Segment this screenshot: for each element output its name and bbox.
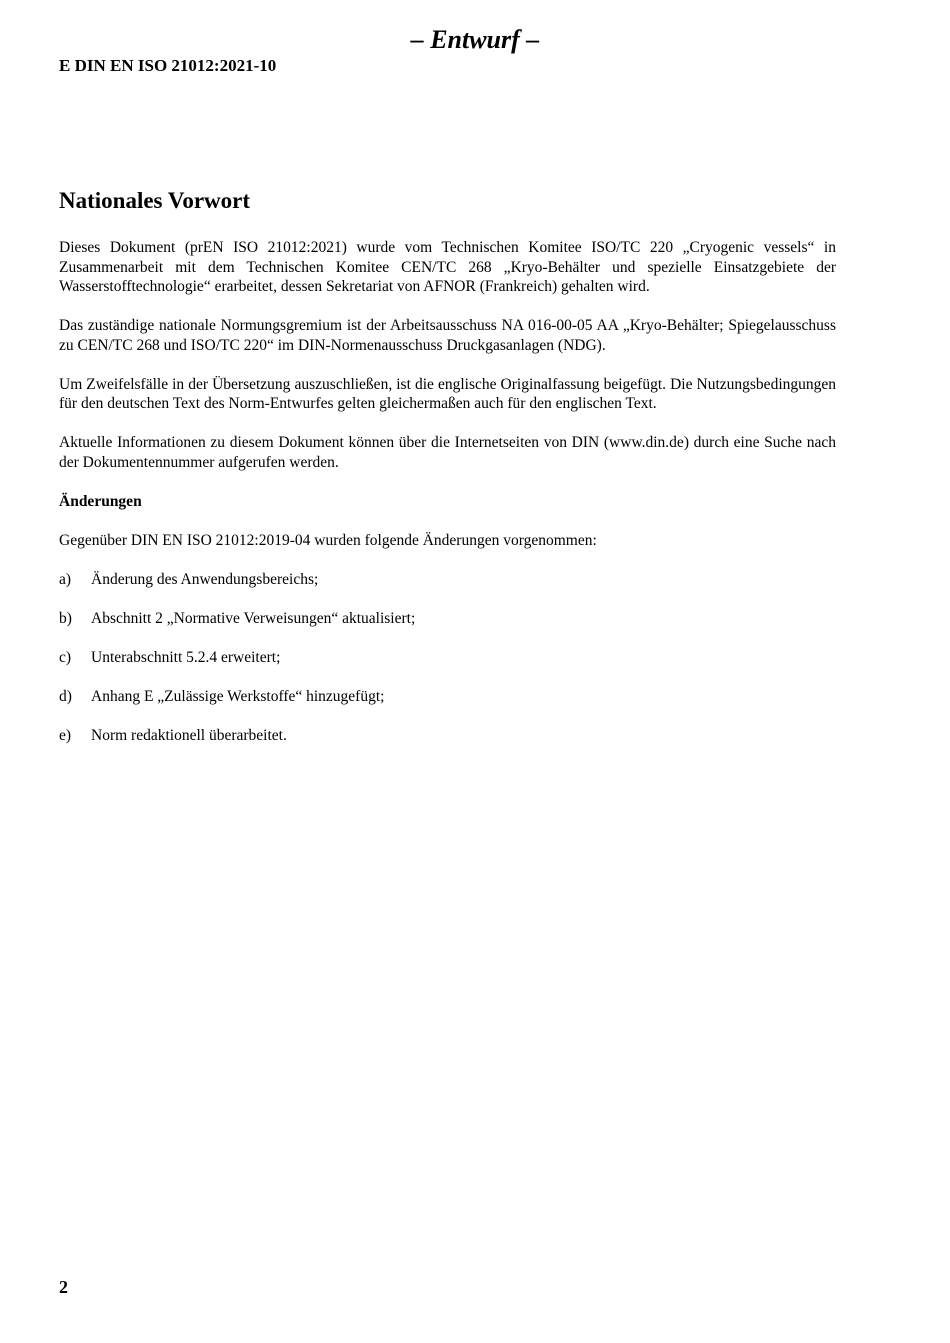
main-content <box>59 186 836 765</box>
paragraph-national-body: Das zuständige nationale Normungsgremium ist der Arbeitsausschuss NA 016-00-05 AA „Kryo-Behälter; Spiegelausschuss zu CEN/TC 268 und ISO/TC 220“ im DIN-Normenausschuss Druckgasanlagen (NDG). <box>59 317 836 354</box>
list-item-text: Änderung des Anwendungsbereichs; <box>91 570 319 588</box>
list-marker: d) <box>59 687 72 705</box>
section-title: Nationales Vorwort <box>59 188 251 213</box>
list-item <box>59 687 836 707</box>
list-item-text: Anhang E „Zulässige Werkstoffe“ hinzugefügt; <box>91 687 385 705</box>
list-marker: a) <box>59 570 72 588</box>
draft-watermark-title: – Entwurf – <box>410 25 540 54</box>
list-item <box>59 648 836 668</box>
changes-list <box>59 570 836 746</box>
list-item-text: Norm redaktionell überarbeitet. <box>91 726 287 744</box>
paragraph-committee: Dieses Dokument (prEN ISO 21012:2021) wurde vom Technischen Komitee ISO/TC 220 „Cryogenic vessels“ in Zusammenarbeit mit dem Technischen Komitee CEN/TC 268 „Kryo-Behälter und spezielle Einsatzgebiete der Wasserstofftechnologie“ erarbeitet, dessen Sekretariat von AFNOR (Frankreich) gehalten wird. <box>59 239 836 295</box>
list-marker: c) <box>59 648 72 666</box>
page-number: 2 <box>59 1277 68 1297</box>
changes-heading: Änderungen <box>59 492 142 510</box>
list-item-text: Abschnitt 2 „Normative Verweisungen“ aktualisiert; <box>91 609 416 627</box>
list-item <box>59 609 836 629</box>
list-marker: e) <box>59 726 72 744</box>
list-item <box>59 726 836 746</box>
list-item <box>59 570 836 590</box>
document-identifier: E DIN EN ISO 21012:2021-10 <box>59 56 277 75</box>
paragraph-translation: Um Zweifelsfälle in der Übersetzung auszuschließen, ist die englische Originalfassung beigefügt. Die Nutzungsbedingungen für den deutschen Text des Norm-Entwurfes gelten gleichermaßen auch für den englischen Text. <box>59 375 836 412</box>
paragraph-information: Aktuelle Informationen zu diesem Dokument können über die Internetseiten von DIN (www.din.de) durch eine Suche nach der Dokumentennummer aufgerufen werden. <box>59 434 836 471</box>
changes-intro: Gegenüber DIN EN ISO 21012:2019-04 wurden folgende Änderungen vorgenommen: <box>59 531 597 549</box>
list-item-text: Unterabschnitt 5.2.4 erweitert; <box>91 648 281 666</box>
list-marker: b) <box>59 609 72 627</box>
